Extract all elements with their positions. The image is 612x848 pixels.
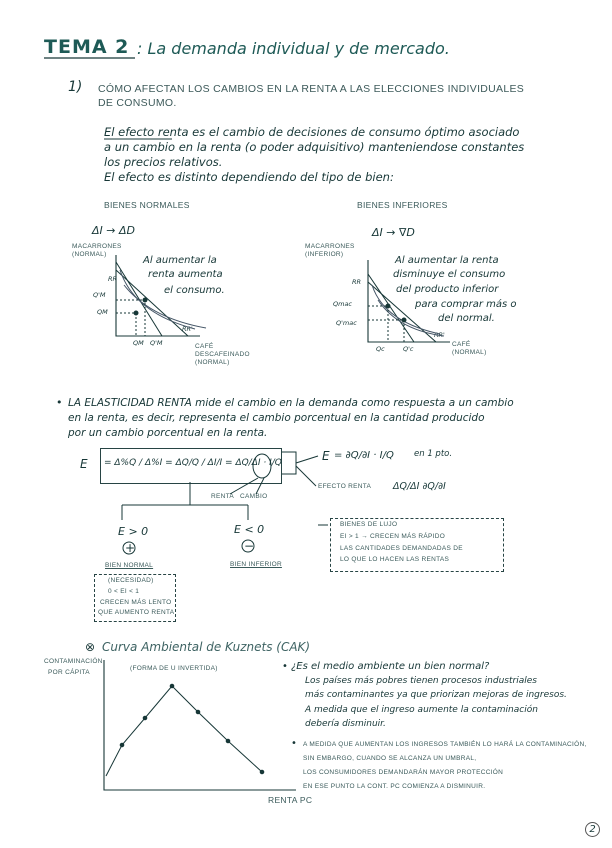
kuznets-answer-line: Los países más pobres tienen procesos industriales xyxy=(305,676,537,686)
inferior-note-line: disminuye el consumo xyxy=(393,269,506,280)
necesidad-line: QUE AUMENTO RENTA xyxy=(98,609,175,616)
elasticity-symbol: E xyxy=(80,457,88,471)
kuznets-point xyxy=(226,739,230,743)
normal-budget-line-rr xyxy=(116,262,162,336)
kuznets-y-axis-line: POR CÁPITA xyxy=(48,669,90,676)
necesidad-line: 0 < EI < 1 xyxy=(108,588,140,595)
necesidad-line: CRECEN MÁS LENTO xyxy=(100,599,172,606)
plus-circle xyxy=(123,542,135,554)
necesidad-line: (NECESIDAD) xyxy=(108,577,154,584)
kuznets-bullet-icon: ⊗ xyxy=(85,640,96,654)
inferior-dash-1 xyxy=(368,306,388,342)
normal-tick-y1: Q'M xyxy=(93,291,106,299)
inferior-tick-y2: Q'mac xyxy=(336,319,357,327)
kuznets-x-axis-label: RENTA PC xyxy=(268,795,313,805)
inferior-tick-x1: Qc xyxy=(376,345,385,353)
page-subtitle: : La demanda individual y de mercado. xyxy=(137,39,450,58)
bullet-icon: • xyxy=(56,396,63,409)
inferior-indiff-curve-1 xyxy=(372,285,440,334)
kuznets-point xyxy=(196,710,200,714)
kuznets-answer-line: A medida que el ingreso aumente la contaminación xyxy=(305,705,538,715)
efecto-renta-label: EFECTO RENTA xyxy=(318,483,372,490)
bien-normal-label: BIEN NORMAL xyxy=(105,562,154,569)
inferior-note-line: Al aumentar la renta xyxy=(395,255,499,266)
normal-tick-x1: QM xyxy=(133,339,144,347)
minus-circle xyxy=(242,540,254,552)
inferior-budget-line-rr xyxy=(368,274,414,342)
inferior-x-axis-label: CAFÉ (NORMAL) xyxy=(452,341,487,356)
kuznets-point xyxy=(260,770,264,774)
kuznets-curve xyxy=(106,686,262,776)
inferior-note-line: del normal. xyxy=(438,313,495,324)
para1-line: El efecto es distinto dependiendo del tipo de bien: xyxy=(104,170,394,184)
renta-label: RENTA xyxy=(211,493,235,500)
page-number: 2 xyxy=(585,822,600,837)
normal-indiff-curve-1 xyxy=(120,270,195,329)
cambio-label: CAMBIO xyxy=(240,493,268,500)
para1-line: El efecto renta es el cambio de decisiones de consumo óptimo asociado xyxy=(104,125,520,139)
arrow-to-efecto-renta xyxy=(296,466,316,486)
plus-sign: + xyxy=(125,541,136,555)
arrow-to-formula-right xyxy=(296,456,318,463)
inferior-goods-chart xyxy=(368,260,450,342)
elasticity-formula-right: = ∂Q/∂I · I/Q xyxy=(334,450,394,461)
lujo-line: EI > 1 → CRECEN MÁS RÁPIDO xyxy=(340,533,446,540)
kuznets-answer2-line: LOS CONSUMIDORES DEMANDARÁN MAYOR PROTECCIÓN xyxy=(303,769,504,776)
kuznets-answer2-line: EN ESE PUNTO LA CONT. PC COMIENZA A DISMINUIR. xyxy=(303,783,486,790)
normal-tick-x2: Q'M xyxy=(150,339,163,347)
bien-inferior-label: BIEN INFERIOR xyxy=(230,561,282,568)
elasticity-point-note: en 1 pto. xyxy=(414,449,453,459)
para1-line: los precios relativos. xyxy=(104,155,223,169)
kuznets-point xyxy=(170,684,174,688)
kuznets-axes xyxy=(104,660,296,790)
arrow-cambio-label xyxy=(256,478,264,494)
normal-goods-arrow: ΔI → ΔD xyxy=(92,224,135,237)
normal-note-line: Al aumentar la xyxy=(143,255,217,266)
lujo-line: LAS CANTIDADES DEMANDADAS DE xyxy=(340,545,463,552)
elasticity-formula: = Δ%Q / Δ%I = ΔQ/Q / ΔI/I = ΔQ/ΔI · I/Q xyxy=(104,458,282,468)
question-number: 1) xyxy=(68,79,83,95)
para1-line: a un cambio en la renta (o poder adquisitivo) manteniendose constantes xyxy=(104,140,525,154)
inferior-dash-2 xyxy=(368,320,404,342)
elasticity-symbol-right: E xyxy=(322,449,330,463)
normal-y-axis-label: MACARRONES (NORMAL) xyxy=(72,243,122,258)
normal-goods-chart xyxy=(116,255,206,336)
elasticity-intro-line: por un cambio porcentual en la renta. xyxy=(68,427,268,439)
arrow-renta-label xyxy=(230,478,258,494)
normal-note-line: renta aumenta xyxy=(148,269,223,280)
normal-optimum-1 xyxy=(134,311,138,315)
inferior-note-line: para comprar más o xyxy=(415,299,517,310)
question-line-1: CÓMO AFECTAN LOS CAMBIOS EN LA RENTA A LAS ELECCIONES INDIVIDUALES xyxy=(98,83,525,95)
lujo-line: LO QUE LO HACEN LAS RENTAS xyxy=(340,556,450,563)
kuznets-answer2-line: SIN EMBARGO, CUANDO SE ALCANZA UN UMBRAL, xyxy=(303,755,477,762)
kuznets-chart xyxy=(104,660,296,790)
kuznets-point xyxy=(143,716,147,720)
inferior-budget-line-rr2 xyxy=(368,282,436,342)
normal-rr-label: RR xyxy=(108,275,118,283)
inferior-optimum-1 xyxy=(386,304,390,308)
kuznets-shape-note: (FORMA DE U INVERTIDA) xyxy=(130,665,218,672)
normal-dash-2 xyxy=(116,313,136,336)
inferior-goods-label: BIENES INFERIORES xyxy=(357,200,448,210)
lujo-line: BIENES DE LUJO xyxy=(340,521,398,528)
inferior-optimum-2 xyxy=(402,318,406,322)
inferior-rr-label: RR xyxy=(352,278,362,286)
normal-goods-label: BIENES NORMALES xyxy=(104,200,190,210)
kuznets-bullet-icon: • xyxy=(291,738,297,749)
inferior-rr2-label: RR' xyxy=(434,331,445,339)
kuznets-y-axis-line: CONTAMINACIÓN xyxy=(44,658,103,665)
elasticity-tree xyxy=(122,482,248,520)
kuznets-answer-line: más contaminantes ya que priorizan mejoras de ingresos. xyxy=(305,690,567,700)
page-title: TEMA 2 xyxy=(44,36,130,58)
brace-right xyxy=(282,452,296,474)
kuznets-question: ¿Es el medio ambiente un bien normal? xyxy=(291,661,490,672)
elasticity-intro-line: en la renta, es decir, representa el cambio porcentual en la cantidad producido xyxy=(68,412,485,424)
normal-optimum-2 xyxy=(143,298,147,302)
efecto-renta-formula: ΔQ/ΔI ∂Q/∂I xyxy=(393,481,446,492)
elasticity-negative: E < 0 xyxy=(234,523,265,536)
inferior-goods-arrow: ΔI → ∇D xyxy=(372,226,415,239)
kuznets-point xyxy=(120,743,124,747)
kuznets-bullet-icon: • xyxy=(282,661,288,672)
inferior-note-line: del producto inferior xyxy=(396,284,499,295)
elasticity-intro-line: LA ELASTICIDAD RENTA mide el cambio en la demanda como respuesta a un cambio xyxy=(68,397,514,409)
normal-x-axis-label: CAFÉ DESCAFEINADO (NORMAL) xyxy=(195,343,250,366)
elasticity-positive: E > 0 xyxy=(118,525,149,538)
kuznets-answer2-line: A MEDIDA QUE AUMENTAN LOS INGRESOS TAMBIÉN LO HARÁ LA CONTAMINACIÓN, xyxy=(303,741,587,748)
kuznets-title: Curva Ambiental de Kuznets (CAK) xyxy=(102,640,311,654)
kuznets-answer-line: debería disminuir. xyxy=(305,719,386,729)
normal-budget-line-rr2 xyxy=(116,270,188,336)
inferior-tick-x2: Q'c xyxy=(403,345,414,353)
circle-i-over-q xyxy=(253,454,271,478)
normal-dash-1 xyxy=(116,300,145,336)
normal-note-line: el consumo. xyxy=(164,285,225,296)
inferior-tick-y1: Qmac xyxy=(333,300,353,308)
inferior-y-axis-label: MACARRONES (INFERIOR) xyxy=(305,243,355,258)
normal-tick-y2: QM xyxy=(97,308,108,316)
question-line-2: DE CONSUMO. xyxy=(98,97,177,109)
normal-rr2-label: RR' xyxy=(182,325,193,333)
minus-sign: − xyxy=(244,539,255,553)
